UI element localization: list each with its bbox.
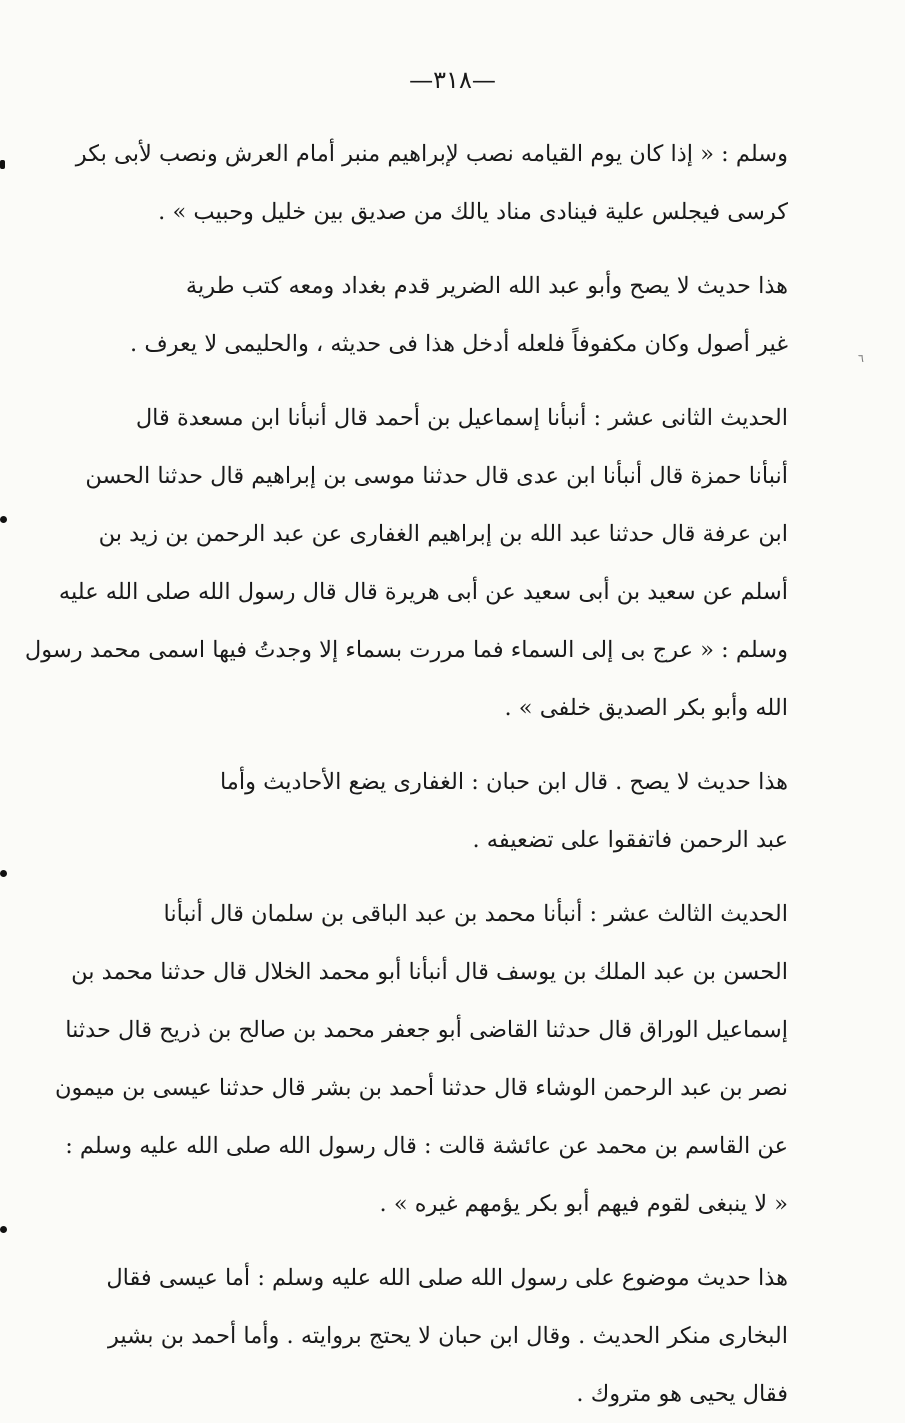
text-line: الله وأبو بكر الصديق خلفى » . — [504, 695, 788, 721]
paragraph-commentary — [128, 257, 788, 373]
paragraph-commentary — [106, 1249, 788, 1423]
margin-mark — [0, 870, 7, 877]
text-line: عن القاسم بن محمد عن عائشة قالت : قال رسول الله صلى الله عليه وسلم : — [65, 1133, 788, 1159]
text-line: البخارى منكر الحديث . وقال ابن حبان لا يحتج بروايته . وأما أحمد بن بشير — [108, 1323, 788, 1349]
text-line: وسلم : « عرج بى إلى السماء فما مررت بسماء إلا وجدتُ فيها اسمى محمد رسول — [24, 637, 788, 663]
text-line: نصر بن عبد الرحمن الوشاء قال حدثنا أحمد بن بشر قال حدثنا عيسى بن ميمون — [54, 1075, 788, 1101]
page-number: —٣١٨— — [409, 66, 496, 94]
paragraph-hadith-twelve — [24, 389, 788, 737]
text-line: الحديث الثانى عشر : أنبأنا إسماعيل بن أحمد قال أنبأنا ابن مسعدة قال — [135, 405, 788, 431]
text-line: أنبأنا حمزة قال أنبأنا ابن عدى قال حدثنا موسى بن إبراهيم قال حدثنا الحسن — [85, 463, 788, 489]
margin-mark — [0, 516, 7, 523]
body-text — [24, 125, 788, 1423]
margin-mark — [0, 160, 5, 169]
text-line: غير أصول وكان مكفوفاً فلعله أدخل هذا فى حديثه ، والحليمى لا يعرف . — [130, 331, 788, 357]
text-line: ابن عرفة قال حدثنا عبد الله بن إبراهيم الغفارى عن عبد الرحمن بن زيد بن — [98, 521, 788, 547]
paragraph-hadith-thirteen — [54, 885, 788, 1233]
text-line: عبد الرحمن فاتفقوا على تضعيفه . — [472, 827, 788, 853]
paragraph-commentary — [128, 753, 788, 869]
text-line: وسلم : « إذا كان يوم القيامه نصب لإبراهيم منبر أمام العرش ونصب لأبى بكر — [75, 141, 788, 167]
text-line: أسلم عن سعيد بن أبى سعيد عن أبى هريرة قال قال رسول الله صلى الله عليه — [58, 579, 788, 605]
text-line: إسماعيل الوراق قال حدثنا القاضى أبو جعفر محمد بن صالح بن ذريح قال حدثنا — [65, 1017, 788, 1043]
text-line: هذا حديث موضوع على رسول الله صلى الله عليه وسلم : أما عيسى فقال — [106, 1265, 788, 1291]
text-line: الحسن بن عبد الملك بن يوسف قال أنبأنا أبو محمد الخلال قال حدثنا محمد بن — [71, 959, 788, 985]
text-line: هذا حديث لا يصح وأبو عبد الله الضرير قدم بغداد ومعه كتب طرية — [185, 273, 788, 299]
paragraph-hadith-conclusion — [75, 125, 788, 241]
text-line: هذا حديث لا يصح . قال ابن حبان : الغفارى يضع الأحاديث وأما — [219, 769, 788, 795]
text-line: « لا ينبغى لقوم فيهم أبو بكر يؤمهم غيره » . — [379, 1191, 788, 1217]
text-line: الحديث الثالث عشر : أنبأنا محمد بن عبد الباقى بن سلمان قال أنبأنا — [163, 901, 788, 927]
text-line: فقال يحيى هو متروك . — [576, 1381, 788, 1407]
text-line: كرسى فيجلس علية فينادى مناد يالك من صديق بين خليل وحبيب » . — [158, 199, 788, 225]
margin-note: ٦ — [858, 352, 864, 365]
margin-mark — [0, 1226, 7, 1233]
